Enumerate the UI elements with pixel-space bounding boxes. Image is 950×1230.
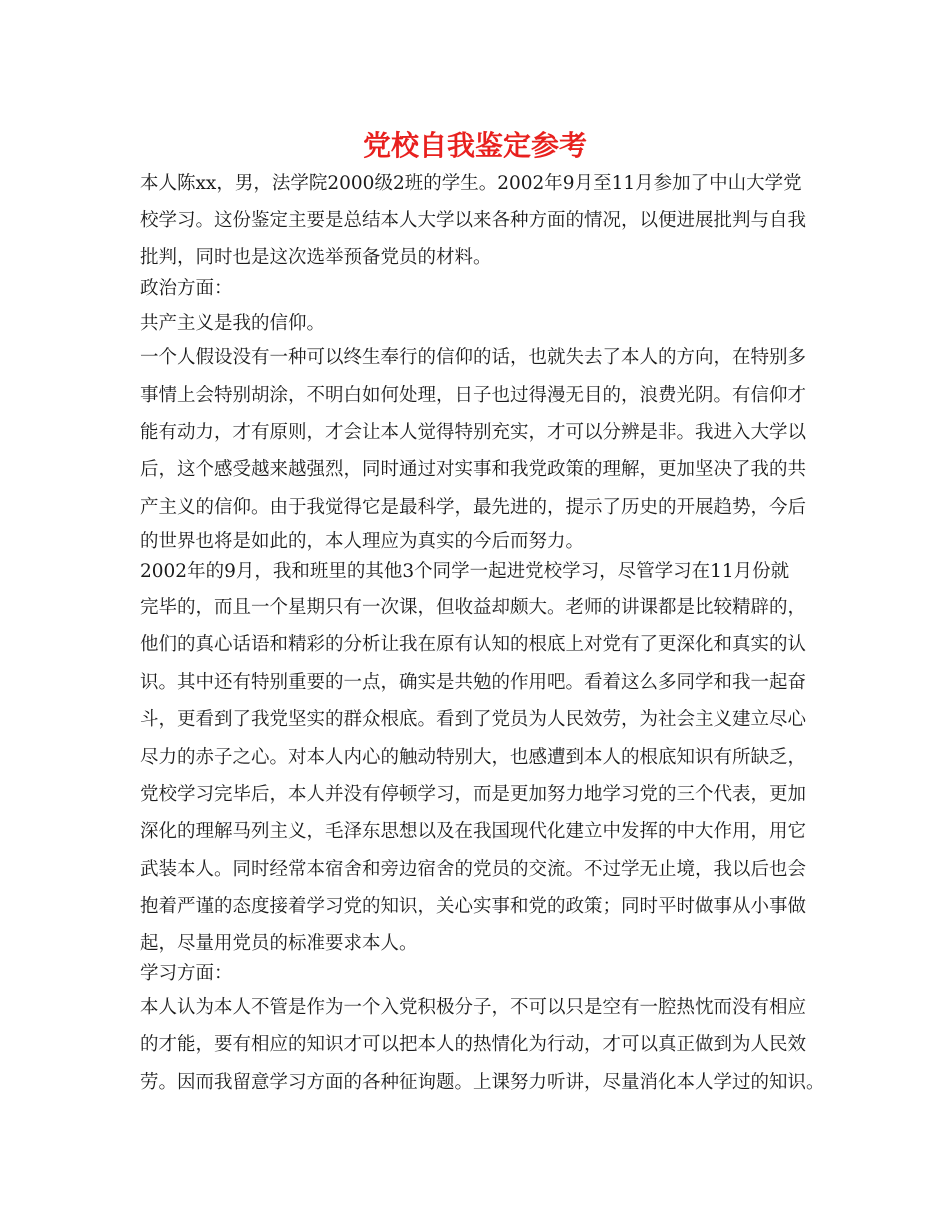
- section-heading-study: 学习方面：: [140, 963, 233, 984]
- body-line: 的才能，要有相应的知识才可以把本人的热情化为行动，才可以真正做到为人民效: [140, 1034, 807, 1055]
- body-line: 产主义的信仰。由于我觉得它是最科学，最先进的，提示了历史的开展趋势，今后: [140, 497, 807, 518]
- body-line: 的世界也将是如此的，本人理应为真实的今后而努力。: [140, 531, 585, 552]
- body-line: 校学习。这份鉴定主要是总结本人大学以来各种方面的情况，以便进展批判与自我: [140, 210, 807, 231]
- body-line: 批判，同时也是这次选举预备党员的材料。: [140, 247, 492, 268]
- body-line: 完毕的，而且一个星期只有一次课，但收益却颇大。老师的讲课都是比较精辟的，: [140, 597, 807, 618]
- document-title: 党校自我鉴定参考: [362, 129, 587, 162]
- body-line: 党校学习完毕后，本人并没有停顿学习，而是更加努力地学习党的三个代表，更加: [140, 784, 807, 805]
- body-line: 事情上会特别胡涂，不明白如何处理，日子也过得漫无目的，浪费光阴。有信仰才: [140, 385, 807, 406]
- body-line: 尽力的赤子之心。对本人内心的触动特别大，也感遭到本人的根底知识有所缺乏，: [140, 747, 807, 768]
- body-line: 起，尽量用党员的标准要求本人。: [140, 933, 418, 954]
- body-line: 他们的真心话语和精彩的分析让我在原有认知的根底上对党有了更深化和真实的认: [140, 634, 807, 655]
- body-line: 识。其中还有特别重要的一点，确实是共勉的作用吧。看着这么多同学和我一起奋: [140, 672, 807, 693]
- body-line: 能有动力，才有原则，才会让本人觉得特别充实，才可以分辨是非。我进入大学以: [140, 422, 807, 443]
- body-line: 抱着严谨的态度接着学习党的知识，关心实事和党的政策；同时平时做事从小事做: [140, 896, 807, 917]
- body-line: 本人陈xx，男，法学院2000级2班的学生。2002年9月至11月参加了中山大学党: [140, 173, 802, 194]
- body-line: 本人认为本人不管是作为一个入党积极分子，不可以只是空有一腔热忱而没有相应: [140, 997, 807, 1018]
- body-line: 深化的理解马列主义，毛泽东思想以及在我国现代化建立中发挥的中大作用，用它: [140, 821, 807, 842]
- body-line: 斗，更看到了我党坚实的群众根底。看到了党员为人民效劳，为社会主义建立尽心: [140, 709, 807, 730]
- body-line: 武装本人。同时经常本宿舍和旁边宿舍的党员的交流。不过学无止境，我以后也会: [140, 859, 807, 880]
- body-line: 后，这个感受越来越强烈，同时通过对实事和我党政策的理解，更加坚决了我的共: [140, 459, 807, 480]
- section-heading-politics: 政治方面：: [140, 278, 233, 299]
- body-line: 劳。因而我留意学习方面的各种征询题。上课努力听讲，尽量消化本人学过的知识。: [140, 1072, 825, 1093]
- body-line: 共产主义是我的信仰。: [140, 313, 326, 334]
- body-line: 2002年的9月，我和班里的其他3个同学一起进党校学习，尽管学习在11月份就: [140, 561, 790, 582]
- body-line: 一个人假设没有一种可以终生奉行的信仰的话，也就失去了本人的方向，在特别多: [140, 347, 807, 368]
